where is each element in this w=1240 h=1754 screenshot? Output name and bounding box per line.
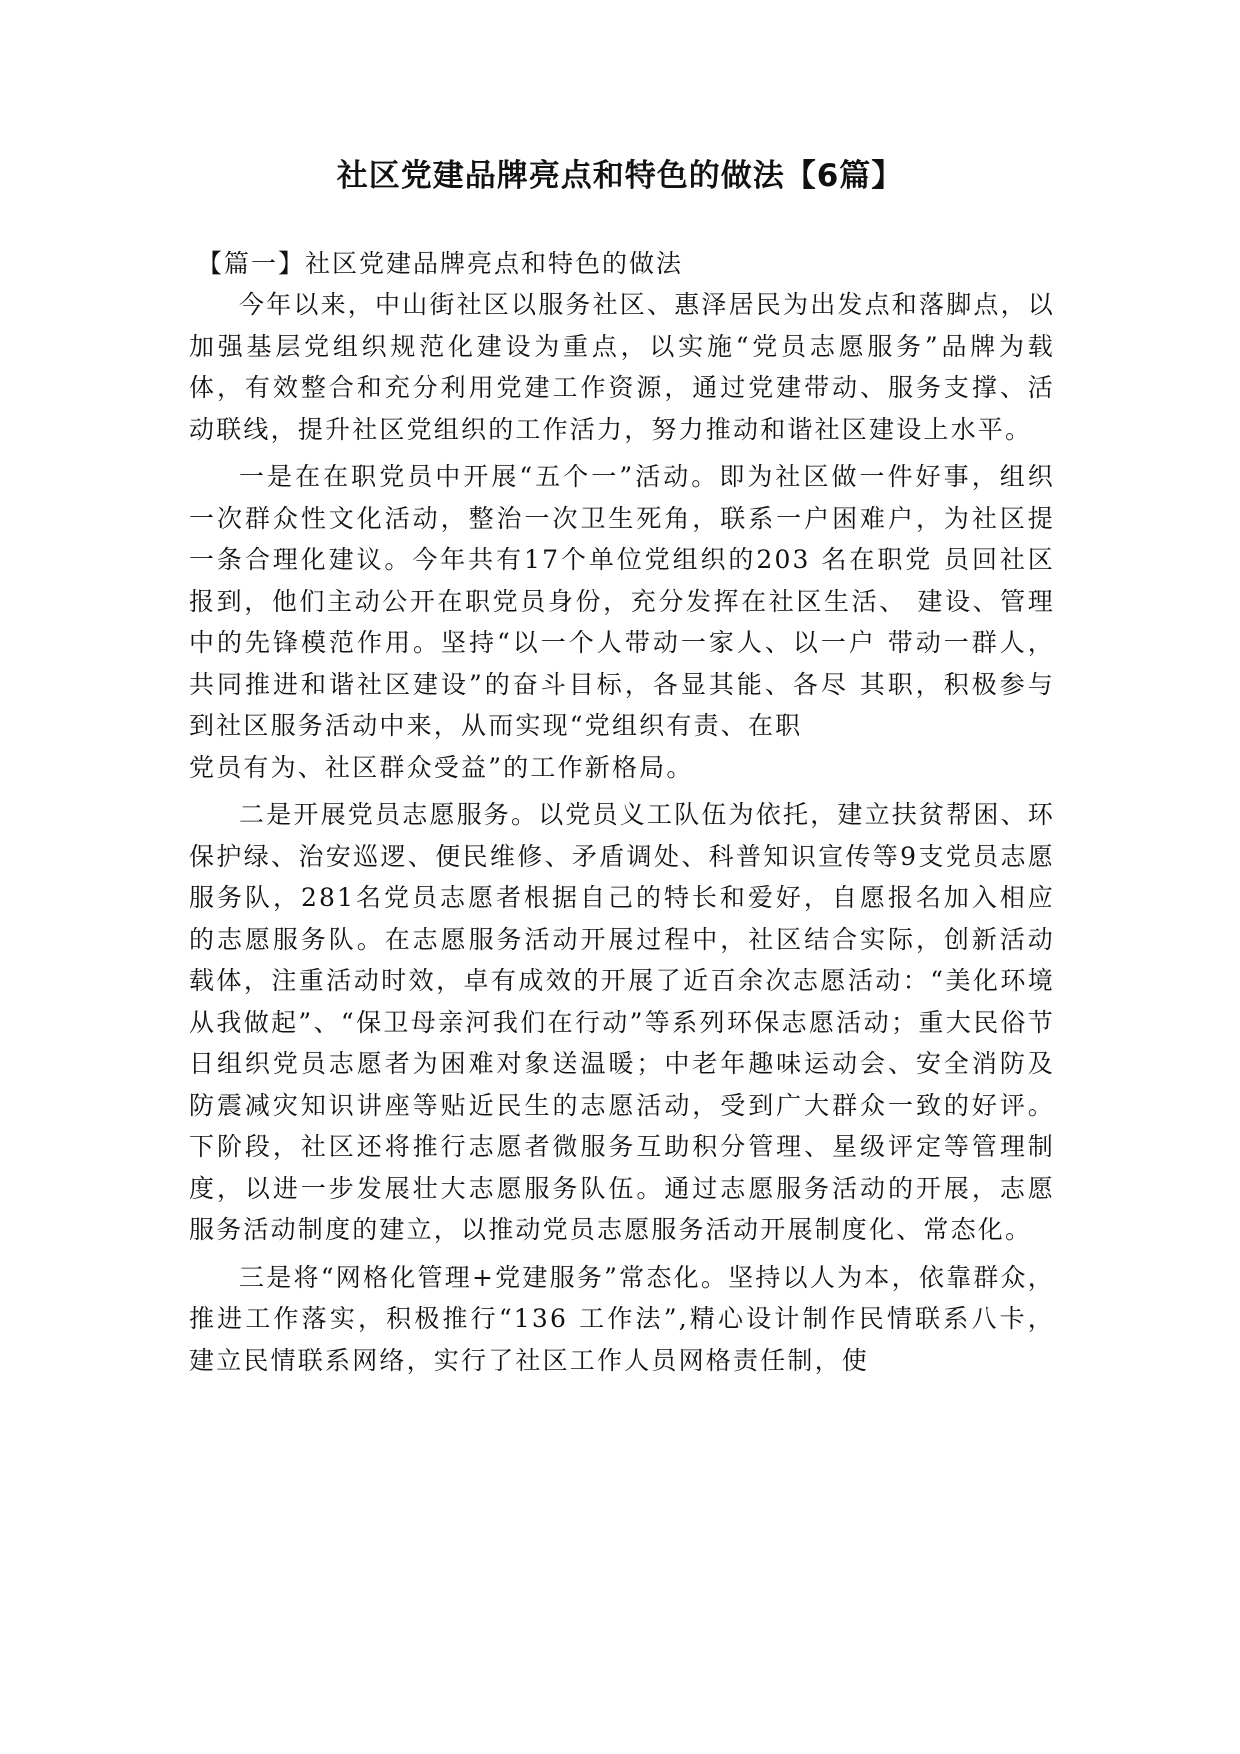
document-title: 社区党建品牌亮点和特色的做法【6篇】 — [336, 158, 904, 194]
document-body — [189, 244, 1055, 1387]
paragraph-one-continued: 党员有为、社区群众受益”的工作新格局。 — [189, 752, 694, 782]
paragraph-three: 三是将“网格化管理+党建服务”常态化。坚持以人为本，依靠群众，推进工作落实，积极推行“136 工作法”,精心设计制作民情联系八卡，建立民情联系网络，实行了社区工作人员网格责任制，使 — [189, 1262, 1055, 1375]
paragraph-one: 一是在在职党员中开展“五个一”活动。即为社区做一件好事，组织一次群众性文化活动，整治一次卫生死角，联系一户困难户，为社区提一条合理化建议。今年共有17个单位党组织的203 名在职党 员回社区报到，他们主动公开在职党员身份，充分发挥在社区生活、 建设、管理中的先锋模范作用。坚持“以一个人带动一家人、以一户 带动一群人，共同推进和谐社区建设”的奋斗目标，各显其能、各尽 其职，积极参与到社区服务活动中来，从而实现“党组织有责、在职 — [189, 462, 1055, 740]
paragraph-two: 二是开展党员志愿服务。以党员义工队伍为依托，建立扶贫帮困、环保护绿、治安巡逻、便民维修、矛盾调处、科普知识宣传等9支党员志愿服务队，281名党员志愿者根据自己的特长和爱好，自愿报名加入相应的志愿服务队。在志愿服务活动开展过程中，社区结合实际，创新活动载体，注重活动时效，卓有成效的开展了近百余次志愿活动：“美化环境从我做起”、“保卫母亲河我们在行动”等系列环保志愿活动；重大民俗节日组织党员志愿者为困难对象送温暖；中老年趣味运动会、安全消防及防震减灾知识讲座等贴近民生的志愿活动，受到广大群众一致的好评。下阶段，社区还将推行志愿者微服务互助积分管理、星级评定等管理制度，以进一步发展壮大志愿服务队伍。通过志愿服务活动的开展，志愿服务活动制度的建立，以推动党员志愿服务活动开展制度化、常态化。 — [189, 800, 1056, 1244]
paragraph-intro: 今年以来，中山街社区以服务社区、惠泽居民为出发点和落脚点，以加强基层党组织规范化建设为重点，以实施“党员志愿服务”品牌为载体，有效整合和充分利用党建工作资源，通过党建带动、服务支撑、活动联线，提升社区党组织的工作活力，努力推动和谐社区建设上水平。 — [189, 290, 1056, 444]
section-heading: 【篇一】社区党建品牌亮点和特色的做法 — [197, 249, 684, 278]
